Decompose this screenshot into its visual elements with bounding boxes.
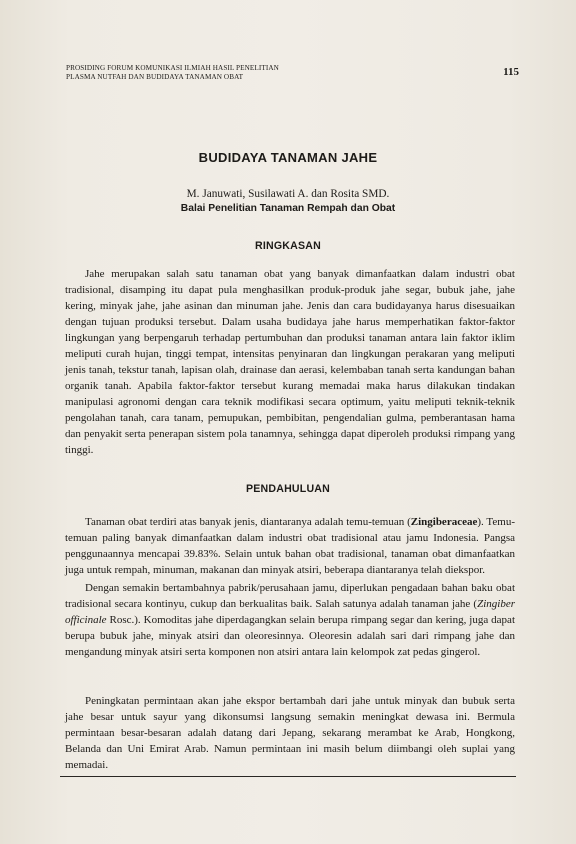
p2-text-before: Dengan semakin bertambahnya pabrik/perusahaan jamu, diperlukan pengadaan bahan baku obat tradisional secara kontinyu, cukup dan berkualitas baik. Salah satunya adalah tanaman jahe ( — [65, 582, 515, 610]
introduction-heading: PENDAHULUAN — [245, 483, 330, 495]
introduction-paragraph-1 — [65, 514, 515, 578]
running-head-line-2: PLASMA NUTFAH DAN BUDIDAYA TANAMAN OBAT — [66, 72, 244, 81]
introduction-paragraph-2 — [65, 580, 515, 660]
article-title: BUDIDAYA TANAMAN JAHE — [198, 150, 378, 165]
page-number: 115 — [503, 66, 519, 78]
abstract-paragraph: Jahe merupakan salah satu tanaman obat yang banyak dimanfaatkan dalam industri obat tradisional, disamping itu dapat pula menghasilkan produk-produk jahe segar, bubuk jahe, jahe kering, minyak jahe, jahe asinan dan minuman jahe. Jenis dan cara budidayanya harus disesuaikan dengan tujuan produksi tersebut. Dalam usaha budidaya jahe harus memperhatikan faktor-faktor lingkungan yang berpengaruh terhadap pertumbuhan dan produksi tanaman antara lain faktor iklim meliputi curah hujan, tinggi tempat, intensitas penyinaran dan lingkungan perakaran yang meliputi jenis tanah, tekstur tanah, lapisan olah, drainase dan aerasi, kelembaban tanah serta kandungan bahan organik tanah. Apabila faktor-faktor tersebut kurang memadai maka harus dilakukan tindakan manipulasi agronomi dengan cara teknik modifikasi secara optimum, yaitu meliputi teknik-teknik pengolahan tanah, cara tanam, pemupukan, pembibitan, pengendalian gulma, pemberantasan hama dan penyakit serta penerapan sistem pola tanamnya, sehingga dapat diperoleh produksi rimpang yang tinggi. — [65, 268, 515, 456]
p2-species-name: Zingiber officinale — [65, 598, 515, 626]
p1-text-after: ). Temu-temuan paling banyak dimanfaatkan dalam industri obat tradisional atau jamu Indonesia. Pangsa penggunaannya mencapai 39.83%. Selain untuk bahan obat tradisional, tanaman obat dimanfaatkan juga untuk rempah, minuman, makanan dan minyak atsiri, beberapa diantaranya telah diekspor. — [65, 516, 515, 576]
p1-family-name: Zingiberaceae — [410, 516, 478, 528]
author-affiliation: Balai Penelitian Tanaman Rempah dan Obat — [180, 203, 396, 214]
running-head — [66, 64, 279, 81]
running-head-line-1: PROSIDING FORUM KOMUNIKASI ILMIAH HASIL PENELITIAN — [66, 64, 279, 72]
abstract-heading: RINGKASAN — [255, 240, 321, 252]
introduction-paragraph-3: Peningkatan permintaan akan jahe ekspor bertambah dari jahe untuk minyak dan bubuk serta jahe besar untuk sayur yang dikonsumsi langsung semakin meningkat dewasa ini. Bermula permintaan besar-besaran adalah datang dari Jepang, sekarang merambat ke Arab, Hongkong, Belanda dan Uni Emirat Arab. Namun permintaan ini masih belum diimbangi oleh suplai yang memadai. — [65, 695, 515, 771]
footer-divider — [60, 776, 516, 777]
author-list: M. Januwati, Susilawati A. dan Rosita SMD. — [186, 188, 390, 200]
p1-text-before: Tanaman obat terdiri atas banyak jenis, diantaranya adalah temu-temuan ( — [85, 516, 411, 528]
p2-text-after: Rosc.). Komoditas jahe diperdagangkan selain berupa rimpang segar dan kering, juga dapat berupa bubuk jahe, minyak atsiri dan oleoresinnya. Oleoresin adalah sari dari rimpang jahe dan mengandung minyak atsiri serta komponen non atsiri antara lain kelompok zat pedas gingerol. — [65, 614, 515, 658]
